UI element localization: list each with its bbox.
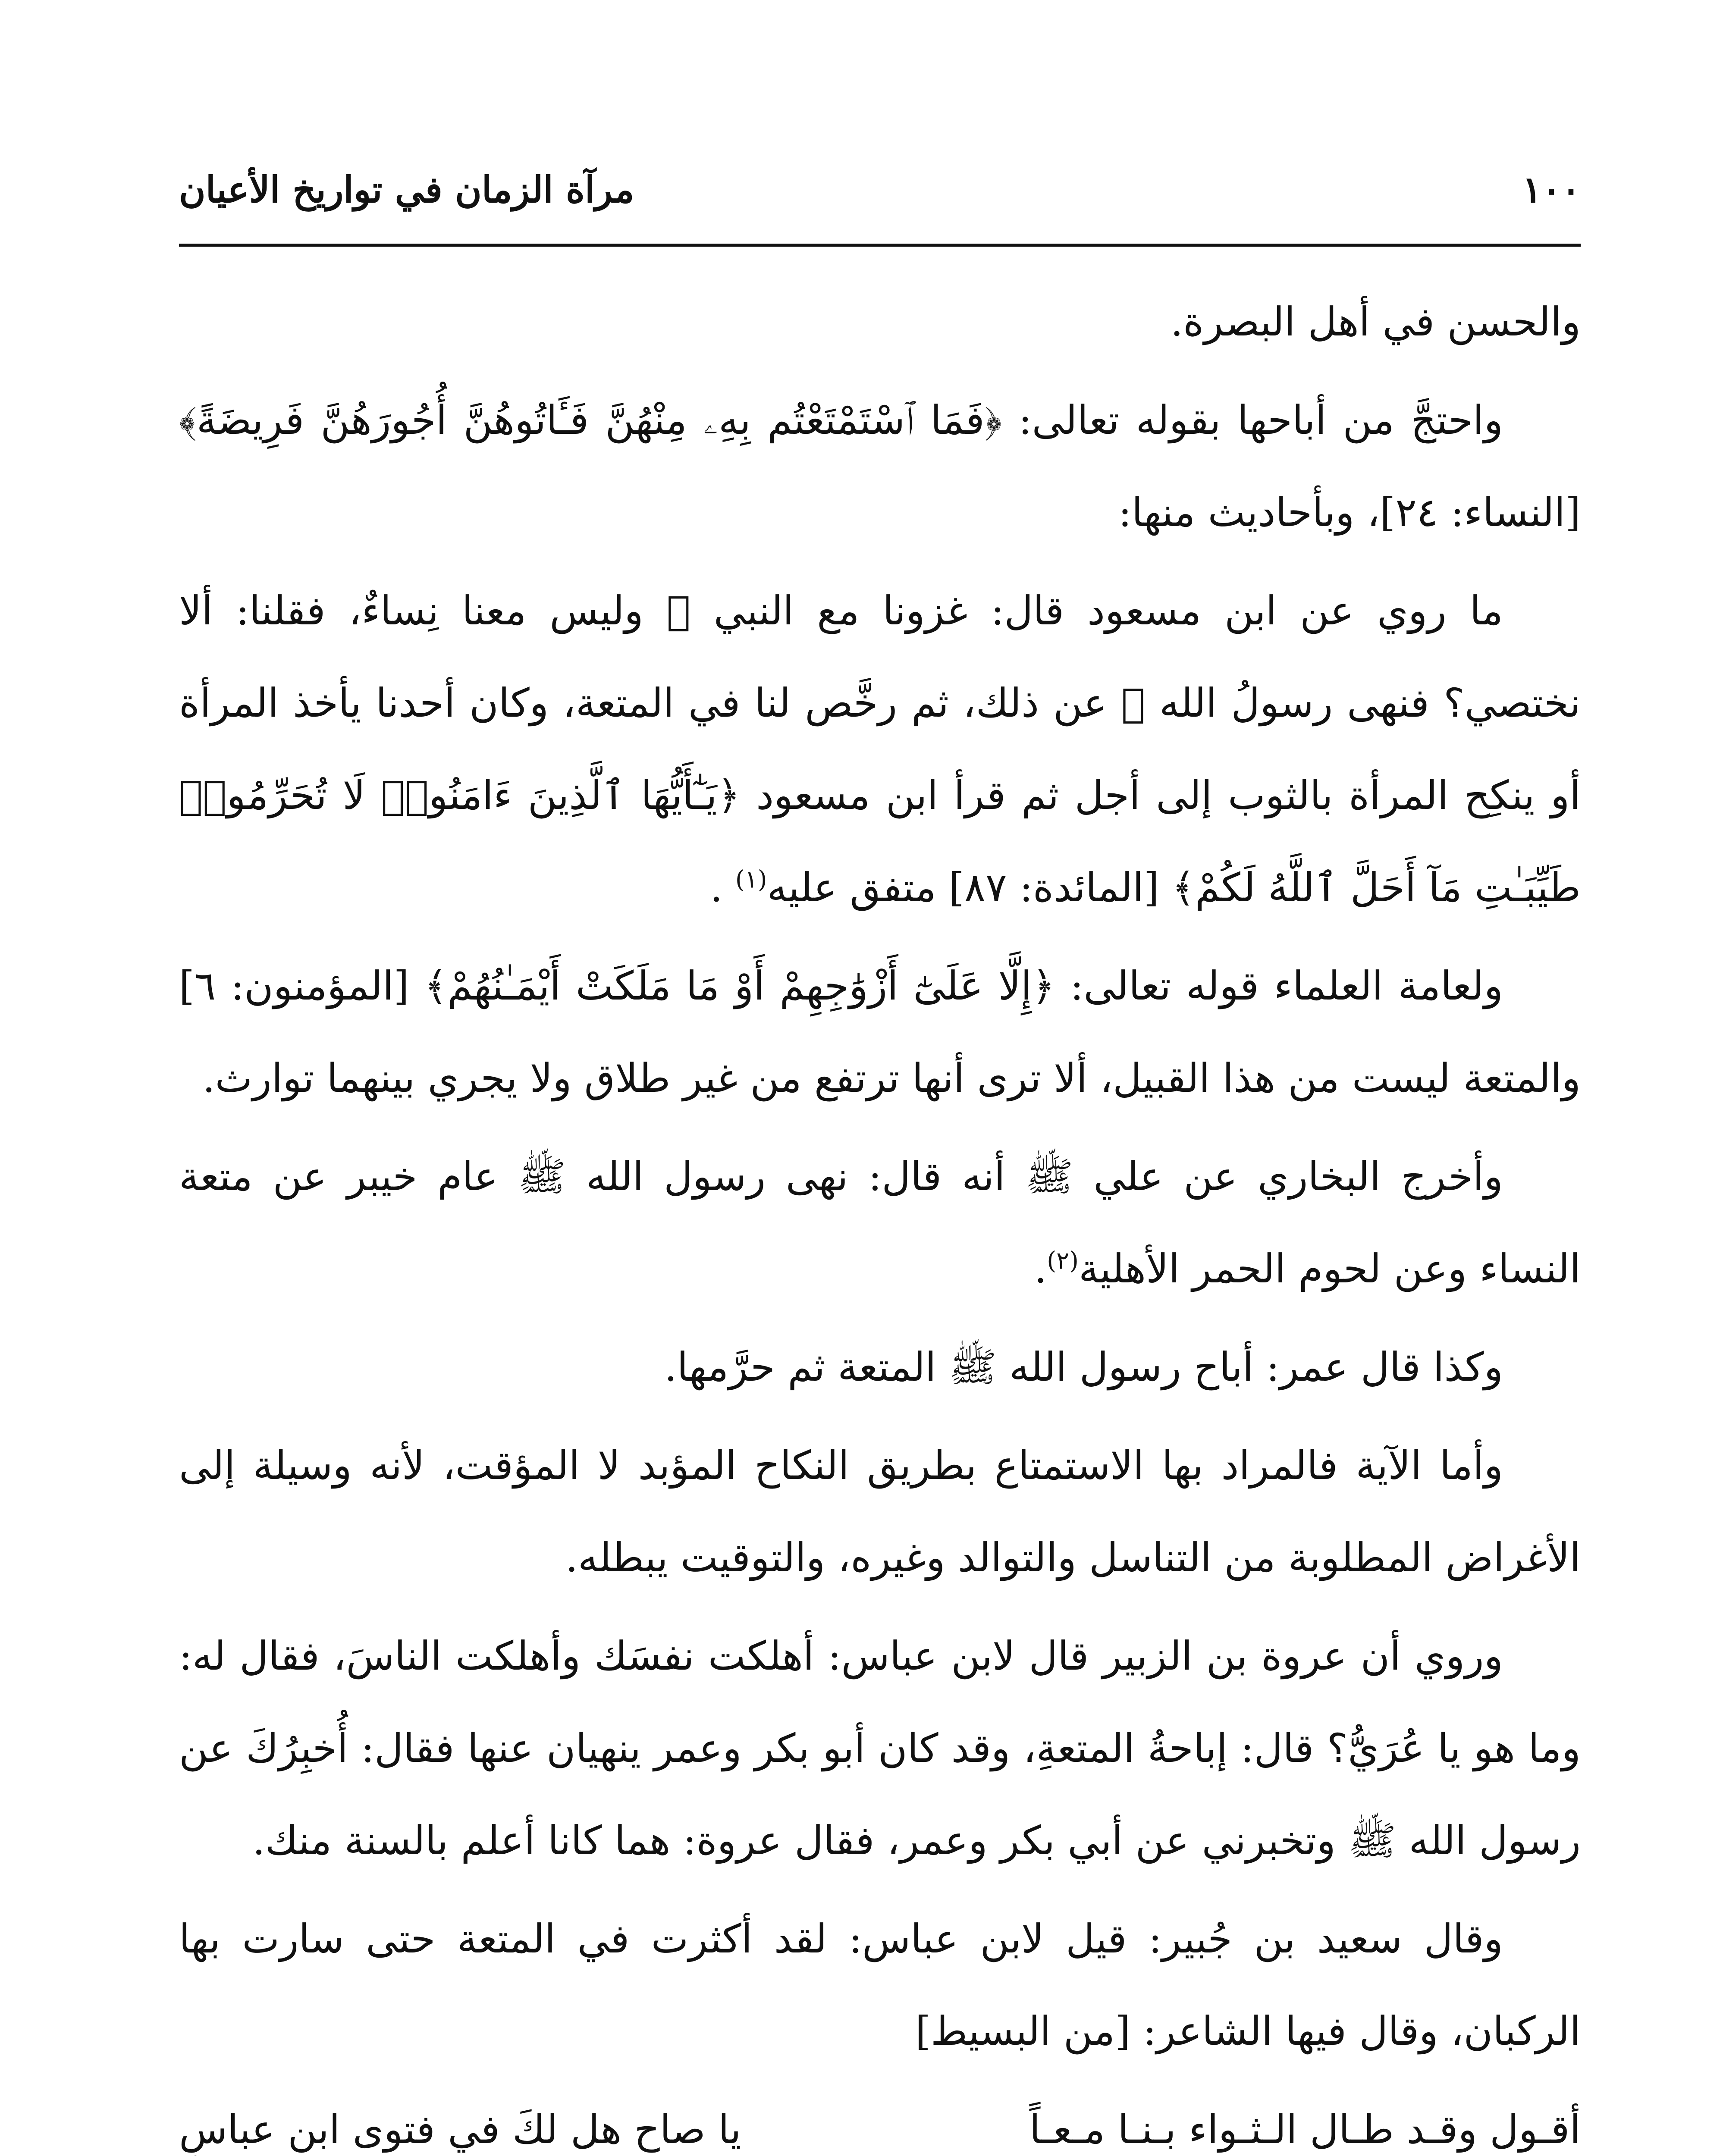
footnote-marker: (٢) <box>1047 1247 1079 1275</box>
paragraph: وأما الآية فالمراد بها الاستمتاع بطريق النكاح المؤبد لا المؤقت، لأنه وسيلة إلى الأغراض المطلوبة من التناسل والتوالد وغيره، والتوقيت يبطله. <box>179 1442 1581 1581</box>
footnote-marker: (١) <box>735 865 767 894</box>
page-number: ١٠٠ <box>1522 168 1581 211</box>
paragraph: وكذا قال عمر: أباح رسول الله ﷺ المتعة ثم حرَّمها. <box>664 1344 1503 1390</box>
paragraph: واحتجَّ من أباحها بقوله تعالى: ﴿فَمَا ٱسْتَمْتَعْتُم بِهِۦ مِنْهُنَّ فَـَٔاتُوهُنَّ أُجُورَهُنَّ فَرِيضَةً﴾ [النساء: ٢٤]، وبأحاديث منها: <box>179 397 1581 536</box>
main-text <box>179 276 1581 2156</box>
paragraph: ولعامة العلماء قوله تعالى: ﴿إِلَّا عَلَىٰٓ أَزْوَٰجِهِمْ أَوْ مَا مَلَكَتْ أَيْمَـٰنُهُمْ﴾ [المؤمنون: ٦] والمتعة ليست من هذا القبيل، ألا ترى أنها ترتفع من غير طلاق ولا يجري بينهما توارث. <box>179 963 1581 1101</box>
paragraph: وقال سعيد بن جُبير: قيل لابن عباس: لقد أكثرت في المتعة حتى سارت بها الركبان، وقال فيها الشاعر: [من البسيط] <box>179 1916 1581 2054</box>
verse-second-hemistich: يا صاح هل لكَ في فتوى ابن عباسِ <box>179 2106 741 2153</box>
book-title: مرآة الزمان في تواريخ الأعيان <box>179 168 634 211</box>
paragraph: وأخرج البخاري عن علي ﷺ أنه قال: نهى رسول الله ﷺ عام خيبر عن متعة النساء وعن لحوم الحمر الأهلية$^{(٢)}$. <box>179 1153 1581 1292</box>
verse-first-hemistich: أقـول وقـد طـال الـثـواء بـنـا مـعـاً <box>1029 2106 1581 2153</box>
paragraph: ما روي عن ابن مسعود قال: غزونا مع النبي ﷺ وليس معنا نِساءٌ، فقلنا: ألا نختصي؟ فنهى رسولُ الله ﷺ عن ذلك، ثم رخَّص لنا في المتعة، وكان أحدنا يأخذ المرأة أو ينكِح المرأة بالثوب إلى أجل ثم قرأ ابن مسعود ﴿يَـٰٓأَيُّهَا ٱلَّذِينَ ءَامَنُوا۟ لَا تُحَرِّمُوا۟ طَيِّبَـٰتِ مَآ أَحَلَّ ٱللَّهُ لَكُمْ﴾ [المائدة: ٨٧] متفق عليه$^{(١)}$ . <box>179 588 1581 911</box>
poetry-verse <box>179 2084 1581 2156</box>
header-divider <box>179 244 1581 247</box>
paragraph: والحسن في أهل البصرة. <box>1171 299 1581 345</box>
running-header <box>179 155 1581 220</box>
paragraph: وروي أن عروة بن الزبير قال لابن عباس: أهلكت نفسَك وأهلكت الناسَ، فقال له: وما هو يا عُرَيُّ؟ قال: إباحةُ المتعةِ، وقد كان أبو بكر وعمر ينهيان عنها فقال: أُخبِرُكَ عن رسول الله ﷺ وتخبرني عن أبي بكر وعمر، فقال عروة: هما كانا أعلم بالسنة منك. <box>179 1633 1581 1864</box>
